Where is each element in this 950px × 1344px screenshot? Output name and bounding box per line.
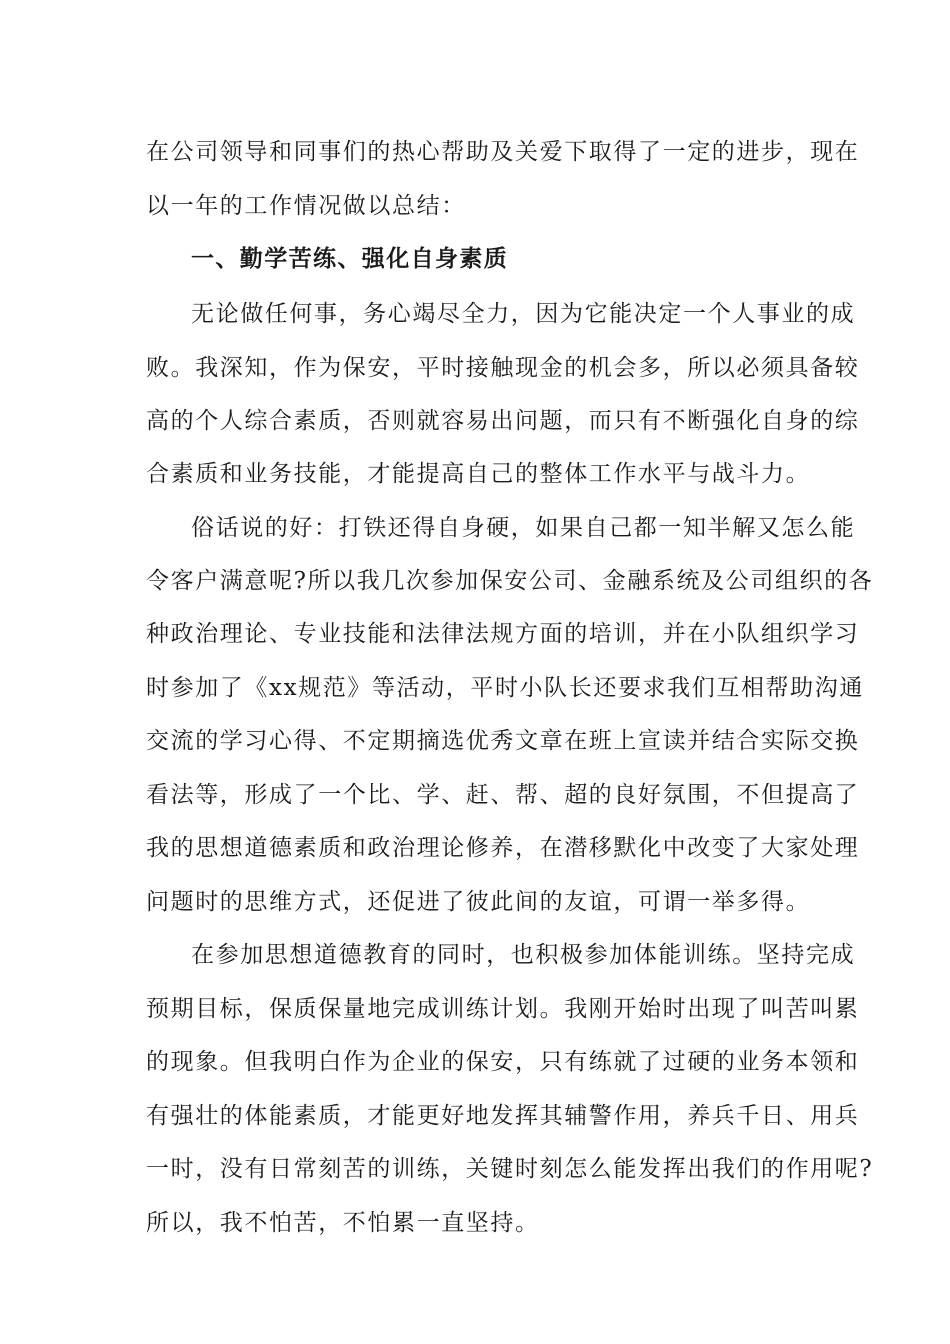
- text-line: 以一年的工作情况做以总结：: [146, 193, 466, 219]
- section-heading: 一、勤学苦练、强化自身素质: [191, 246, 509, 272]
- text-line: 看法等，形成了一个比、学、赶、帮、超的良好氛围，不但提高了: [146, 782, 860, 808]
- text-line: 俗话说的好：打铁还得自身硬，如果自己都一知半解又怎么能: [191, 515, 856, 541]
- text-line: 交流的学习心得、不定期摘选优秀文章在班上宣读并结合实际交换: [146, 728, 860, 754]
- text-line: 一时，没有日常刻苦的训练，关键时刻怎么能发挥出我们的作用呢?: [146, 1156, 874, 1182]
- text-line: 预期目标，保质保量地完成训练计划。我刚开始时出现了叫苦叫累: [146, 996, 860, 1022]
- text-line: 所以，我不怕苦，不怕累一直坚持。: [146, 1210, 540, 1236]
- text-line: 无论做任何事，务心竭尽全力，因为它能决定一个人事业的成: [191, 301, 856, 327]
- text-line: 时参加了《xx规范》等活动，平时小队长还要求我们互相帮助沟通: [146, 675, 864, 701]
- text-line: 我的思想道德素质和政治理论修养，在潜移默化中改变了大家处理: [146, 835, 860, 861]
- text-line: 种政治理论、专业技能和法律法规方面的培训，并在小队组织学习: [146, 621, 860, 647]
- text-line: 在公司领导和同事们的热心帮助及关爱下取得了一定的进步，现在: [146, 139, 860, 165]
- text-line: 高的个人综合素质，否则就容易出问题，而只有不断强化自身的综: [146, 408, 860, 434]
- text-line: 合素质和业务技能，才能提高自己的整体工作水平与战斗力。: [146, 461, 811, 487]
- text-line: 令客户满意呢?所以我几次参加保安公司、金融系统及公司组织的各: [146, 568, 874, 594]
- text-line: 有强壮的体能素质，才能更好地发挥其辅警作用，养兵千日、用兵: [146, 1103, 860, 1129]
- text-line: 问题时的思维方式，还促进了彼此间的友谊，可谓一举多得。: [146, 889, 811, 915]
- text-line: 败。我深知，作为保安，平时接触现金的机会多，所以必须具备较: [146, 355, 860, 381]
- text-line: 的现象。但我明白作为企业的保安，只有练就了过硬的业务本领和: [146, 1049, 860, 1075]
- text-line: 在参加思想道德教育的同时，也积极参加体能训练。坚持完成: [191, 942, 856, 968]
